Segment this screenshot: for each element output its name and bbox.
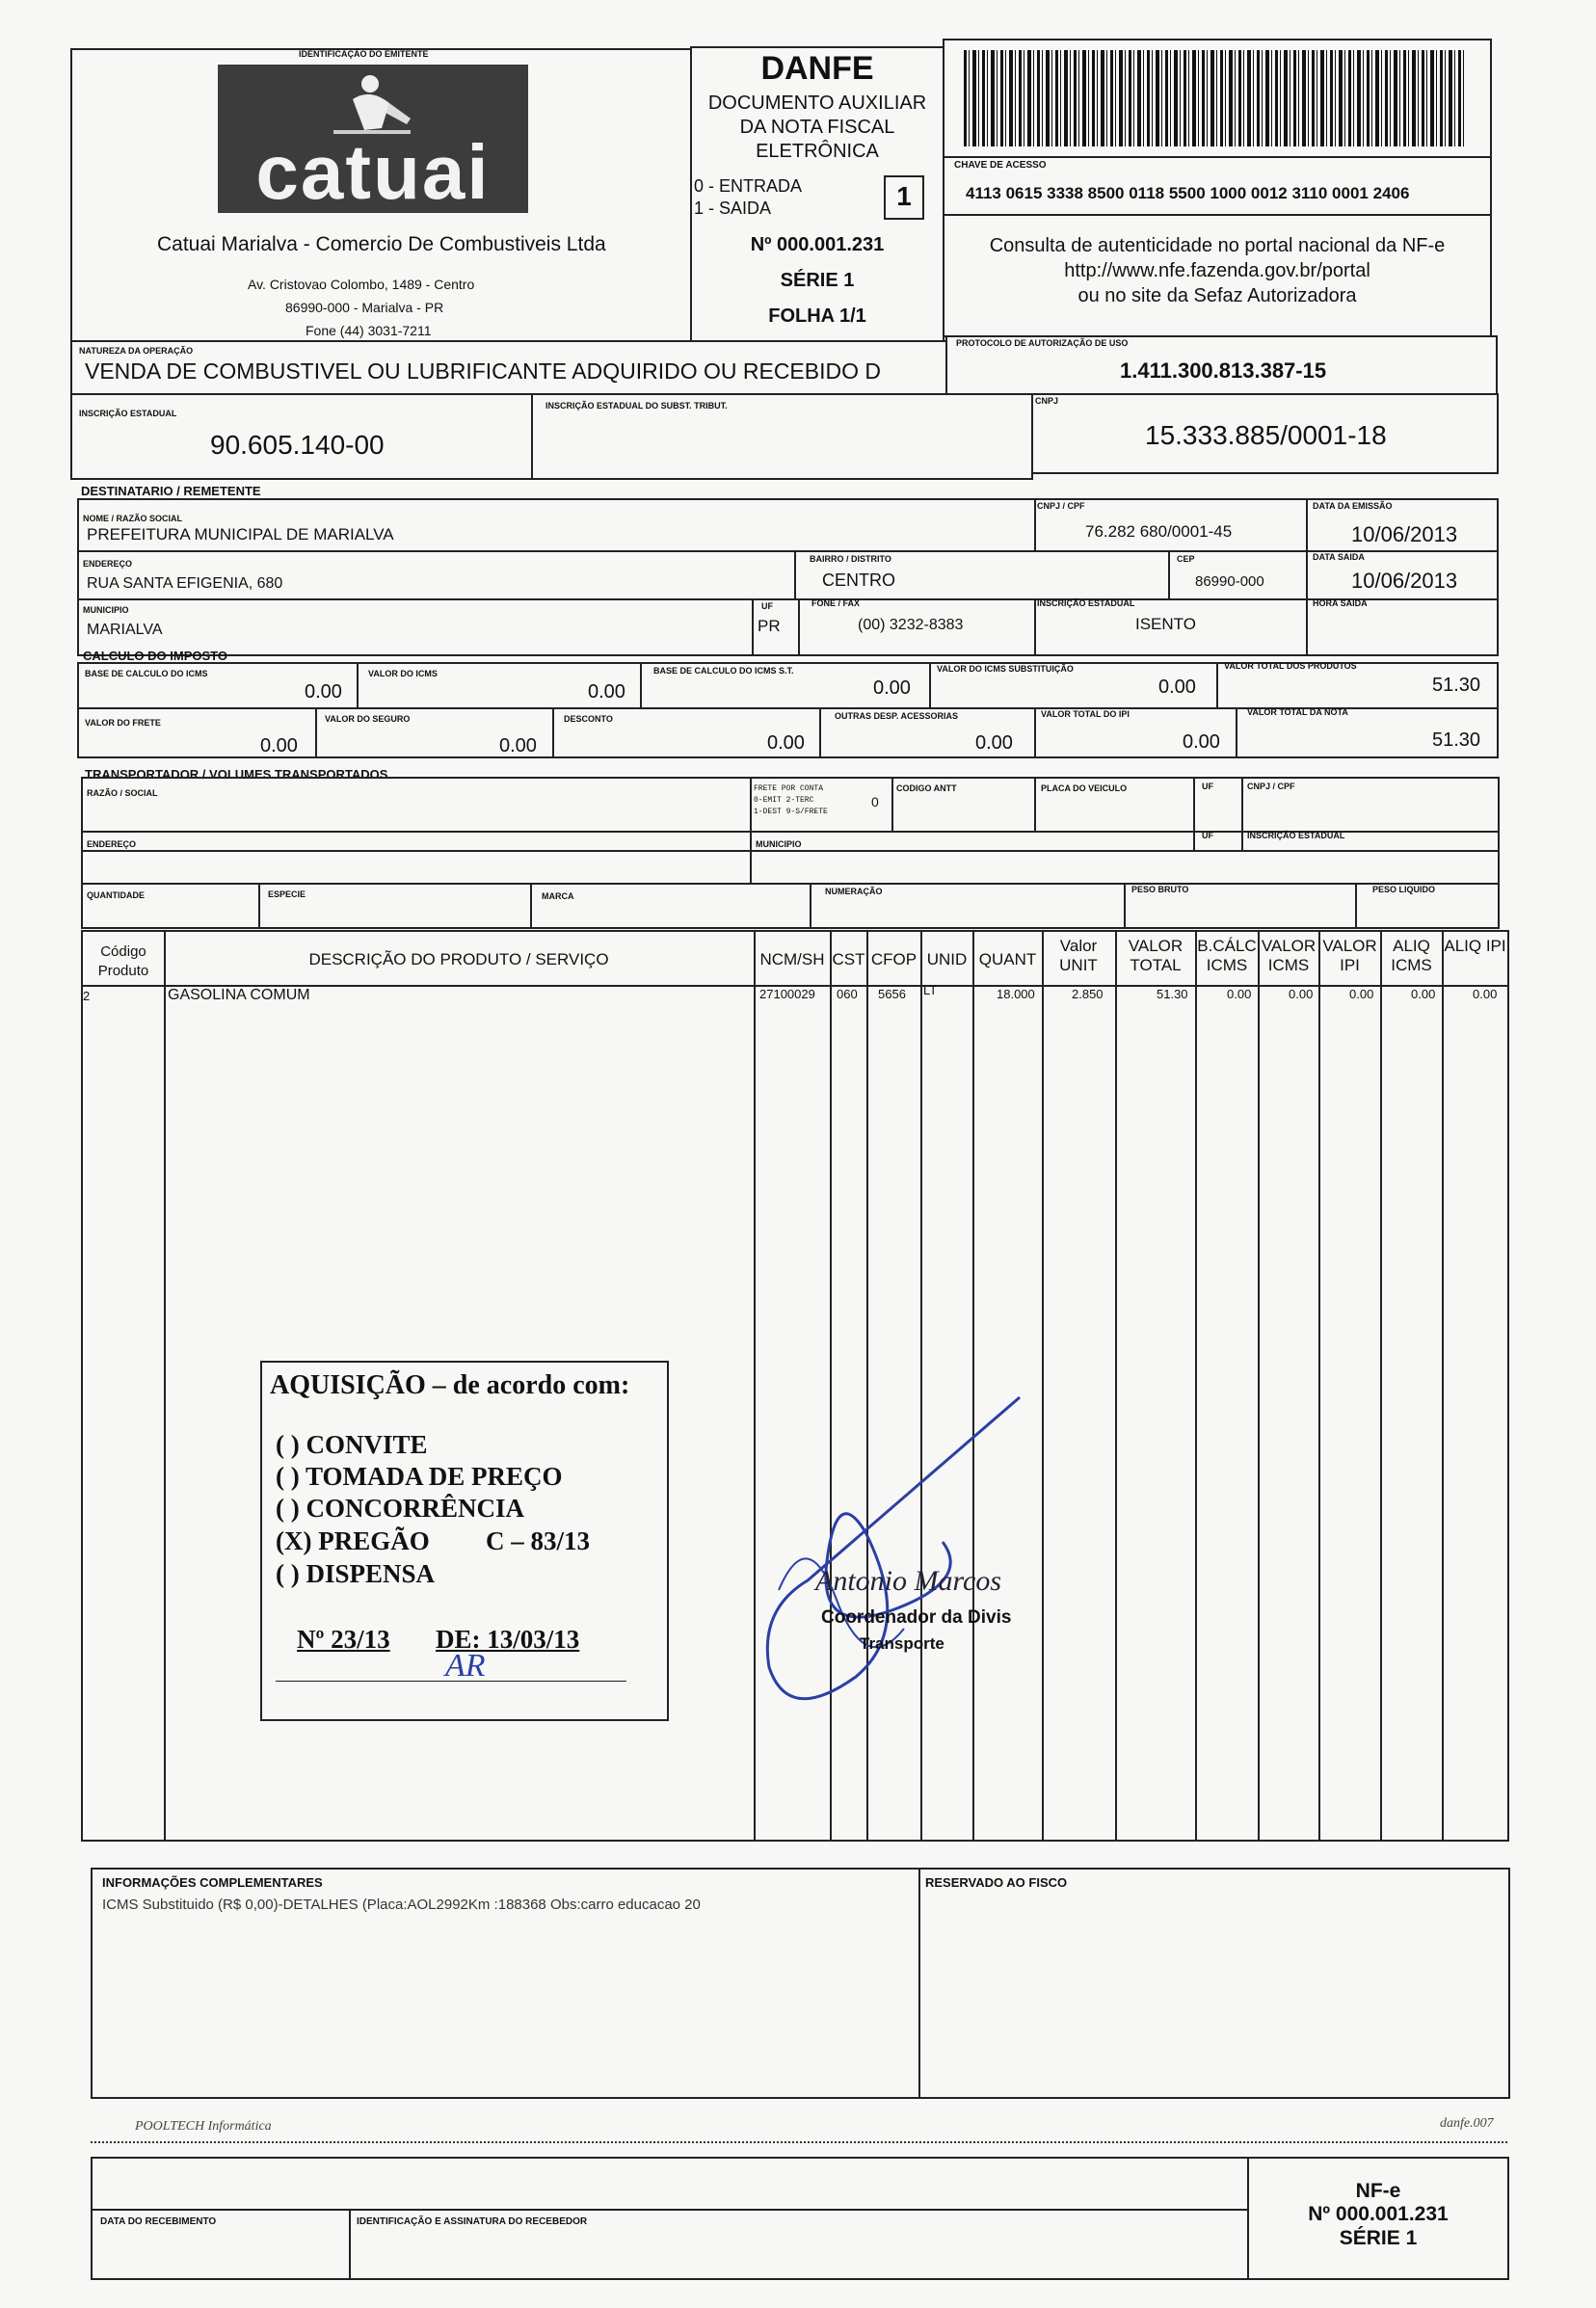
desconto-label: DESCONTO	[564, 714, 613, 724]
total: 51.30	[1432, 730, 1481, 751]
dest-data-emissao-label: DATA DA EMISSÃO	[1313, 501, 1393, 511]
emitente-address: Av. Cristovao Colombo, 1489 - Centro	[248, 277, 475, 292]
emitente-section-label: IDENTIFICAÇÃO DO EMITENTE	[299, 49, 429, 59]
dest-nome-label: NOME / RAZÃO SOCIAL	[83, 514, 182, 523]
signature-dept: Transporte	[860, 1634, 944, 1653]
transp-ie-label: INSCRIÇÃO ESTADUAL	[1247, 831, 1345, 840]
danfe-subtitle-3: ELETRÔNICA	[756, 141, 879, 162]
canhoto-nfe: NF-e	[1355, 2180, 1401, 2202]
th-bcicms: B.CÁLC ICMS	[1197, 937, 1257, 974]
emitente-cep-city: 86990-000 - Marialva - PR	[285, 300, 444, 315]
dest-endereco-label: ENDEREÇO	[83, 559, 133, 569]
frete-conta-line3: 1-DEST 9-S/FRETE	[754, 808, 828, 816]
dest-fone: (00) 3232-8383	[858, 617, 964, 633]
item-aliqicms: 0.00	[1411, 987, 1436, 1001]
danfe-subtitle-2: DA NOTA FISCAL	[739, 117, 895, 138]
footer-software: POOLTECH Informática	[135, 2119, 272, 2134]
ie-st-label: INSCRIÇÃO ESTADUAL DO SUBST. TRIBUT.	[545, 401, 728, 411]
numeracao-label: NUMERAÇÃO	[825, 887, 883, 896]
stamp-numero: Nº 23/13	[297, 1625, 390, 1654]
danfe-folha: FOLHA 1/1	[768, 305, 866, 327]
dest-cep: 86990-000	[1195, 573, 1264, 590]
dest-cnpj-label: CNPJ / CPF	[1037, 501, 1085, 511]
dest-data-saida-label: DATA SAIDA	[1313, 552, 1365, 562]
dest-bairro-label: BAIRRO / DISTRITO	[810, 554, 891, 564]
dest-data-saida: 10/06/2013	[1351, 569, 1458, 593]
stamp-initials: AR	[445, 1648, 486, 1684]
worker-logo-icon	[314, 70, 430, 138]
protocolo-value: 1.411.300.813.387-15	[1120, 358, 1327, 383]
item-vipi: 0.00	[1349, 987, 1374, 1001]
company-logo	[218, 65, 528, 213]
dest-fone-label: FONE / FAX	[811, 598, 861, 608]
item-ncm: 27100029	[759, 987, 815, 1001]
consulta-line-2[interactable]: http://www.nfe.fazenda.gov.br/portal	[1064, 260, 1370, 281]
total-label: VALOR TOTAL DA NOTA	[1247, 707, 1348, 717]
emitente-name: Catuai Marialva - Comercio De Combustiveis Ltda	[157, 233, 606, 255]
antt-label: CODIGO ANTT	[896, 783, 957, 793]
assinatura-label: IDENTIFICAÇÃO E ASSINATURA DO RECEBEDOR	[357, 2216, 588, 2227]
especie-label: ESPECIE	[268, 889, 306, 899]
v-st: 0.00	[1158, 676, 1196, 698]
stamp-convite: ( ) CONVITE	[276, 1430, 428, 1459]
dest-cep-label: CEP	[1177, 554, 1195, 564]
transp-uf2-label: UF	[1202, 831, 1213, 840]
frete: 0.00	[260, 735, 298, 756]
seguro: 0.00	[499, 735, 537, 756]
ie-value: 90.605.140-00	[210, 430, 385, 460]
item-cst: 060	[837, 987, 858, 1001]
danfe-subtitle-1: DOCUMENTO AUXILIAR	[707, 93, 927, 114]
transp-uf-label: UF	[1202, 782, 1213, 791]
outras-label: OUTRAS DESP. ACESSORIAS	[835, 711, 959, 721]
th-vtotal: VALOR TOTAL	[1128, 937, 1184, 974]
ipi-label: VALOR TOTAL DO IPI	[1041, 709, 1130, 719]
danfe-serie: SÉRIE 1	[780, 270, 855, 291]
consulta-line-3: ou no site da Sefaz Autorizadora	[1077, 285, 1357, 306]
th-ncm: NCM/SH	[759, 950, 825, 968]
v-st-label: VALOR DO ICMS SUBSTITUIÇÃO	[937, 664, 1074, 674]
stamp-pregao-ref: C – 83/13	[486, 1526, 590, 1555]
canhoto-serie: SÉRIE 1	[1339, 2227, 1418, 2249]
barcode	[964, 50, 1465, 146]
item-unid: LT	[923, 983, 938, 997]
dest-ie: ISENTO	[1135, 615, 1196, 633]
fisco-box	[918, 1868, 1510, 2099]
th-codigo: Código Produto	[97, 943, 149, 979]
consulta-line-1: Consulta de autenticidade no portal nacional da NF-e	[989, 235, 1446, 256]
stamp-concorrencia: ( ) CONCORRÊNCIA	[276, 1494, 524, 1523]
item-descricao: GASOLINA COMUM	[168, 987, 310, 1003]
item-vtotal: 51.30	[1157, 987, 1188, 1001]
stamp-pregao: (X) PREGÃO	[276, 1526, 430, 1555]
emitente-phone: Fone (44) 3031-7211	[306, 323, 432, 338]
th-vipi: VALOR IPI	[1322, 937, 1377, 974]
razao-label: RAZÃO / SOCIAL	[87, 788, 158, 798]
th-unid: UNID	[926, 950, 968, 968]
protocolo-label: PROTOCOLO DE AUTORIZAÇÃO DE USO	[956, 338, 1129, 348]
chave-label: CHAVE DE ACESSO	[954, 160, 1047, 171]
ipi: 0.00	[1183, 731, 1220, 753]
item-bcicms: 0.00	[1227, 987, 1252, 1001]
stamp-data: DE: 13/03/13	[436, 1625, 580, 1654]
imposto-section: CALCULO DO IMPOSTO	[83, 649, 227, 663]
th-cst: CST	[832, 950, 865, 968]
th-aliqipi: ALIQ IPI	[1444, 937, 1506, 955]
frete-label: VALOR DO FRETE	[85, 718, 161, 728]
dest-bairro: CENTRO	[822, 570, 895, 590]
frete-conta-line2: 0-EMIT 2-TERC	[754, 796, 814, 805]
seguro-label: VALOR DO SEGURO	[325, 714, 411, 724]
item-aliqipi: 0.00	[1473, 987, 1498, 1001]
desconto: 0.00	[767, 732, 805, 754]
dest-data-emissao: 10/06/2013	[1351, 522, 1458, 546]
dest-uf-label: UF	[761, 601, 773, 611]
complementares-label: INFORMAÇÕES COMPLEMENTARES	[102, 1875, 323, 1890]
danfe-entrada: 0 - ENTRADA	[694, 176, 803, 196]
item-vicms: 0.00	[1289, 987, 1314, 1001]
dest-hora-saida-label: HORA SAIDA	[1313, 598, 1368, 608]
dest-uf: PR	[758, 617, 781, 635]
fisco-label: RESERVADO AO FISCO	[925, 1875, 1068, 1890]
item-quant: 18.000	[997, 987, 1035, 1001]
item-cfop: 5656	[878, 987, 906, 1001]
th-vicms: VALOR ICMS	[1261, 937, 1317, 974]
transp-endereco-label: ENDEREÇO	[87, 839, 137, 849]
v-prod-label: VALOR TOTAL DOS PRODUTOS	[1224, 661, 1357, 671]
frete-conta-value: 0	[871, 794, 879, 809]
signature-name: Antonio Marcos	[815, 1565, 1002, 1597]
stamp-dispensa: ( ) DISPENSA	[276, 1559, 436, 1588]
qtd-label: QUANTIDADE	[87, 890, 145, 900]
bc-icms-label: BASE DE CALCULO DO ICMS	[85, 669, 208, 678]
bc-st-label: BASE DE CALCULO DO ICMS S.T.	[653, 666, 794, 676]
th-cfop: CFOP	[870, 950, 918, 968]
danfe-title: DANFE	[760, 50, 874, 87]
dest-municipio: MARIALVA	[87, 622, 163, 638]
dest-municipio-label: MUNICIPIO	[83, 605, 129, 615]
danfe-tipo: 1	[896, 181, 912, 211]
destinatario-box	[77, 498, 1499, 656]
item-vunit: 2.850	[1072, 987, 1104, 1001]
v-prod: 51.30	[1432, 675, 1481, 696]
destinatario-section: DESTINATARIO / REMETENTE	[81, 484, 261, 498]
peso-liquido-label: PESO LIQUIDO	[1372, 885, 1436, 894]
cnpj-label: CNPJ	[1035, 396, 1059, 406]
th-quant: QUANT	[978, 950, 1037, 968]
marca-label: MARCA	[542, 891, 574, 901]
natureza-value: VENDA DE COMBUSTIVEL OU LUBRIFICANTE ADQUIRIDO OU RECEBIDO D	[85, 358, 882, 384]
footer-code: danfe.007	[1440, 2116, 1494, 2131]
danfe-saida: 1 - SAIDA	[694, 199, 772, 218]
dest-endereco: RUA SANTA EFIGENIA, 680	[87, 575, 283, 592]
natureza-label: NATUREZA DA OPERAÇÃO	[79, 346, 194, 356]
complementares-text: ICMS Substituido (R$ 0,00)-DETALHES (Placa:AOL2992Km :188368 Obs:carro educacao 20	[102, 1897, 701, 1913]
canhoto-numero: Nº 000.001.231	[1308, 2203, 1449, 2225]
recebimento-label: DATA DO RECEBIMENTO	[100, 2216, 217, 2227]
outras: 0.00	[975, 732, 1013, 754]
logo-text: catuai	[255, 129, 491, 215]
danfe-numero: Nº 000.001.231	[750, 234, 885, 255]
frete-conta-line1: FRETE POR CONTA	[754, 784, 824, 793]
peso-bruto-label: PESO BRUTO	[1131, 885, 1189, 894]
transportador-section: TRANSPORTADOR / VOLUMES TRANSPORTADOS	[85, 767, 388, 782]
transp-municipio-label: MUNICIPIO	[756, 839, 802, 849]
signature-scribble	[750, 1388, 1039, 1735]
bc-st: 0.00	[873, 677, 911, 699]
item-codigo: 2	[83, 989, 91, 1003]
aquisicao-stamp	[260, 1361, 669, 1721]
transp-cnpj-label: CNPJ / CPF	[1247, 782, 1295, 791]
th-vunit: Valor UNIT	[1059, 937, 1098, 974]
v-icms: 0.00	[588, 681, 625, 703]
th-descricao: DESCRIÇÃO DO PRODUTO / SERVIÇO	[308, 950, 609, 968]
ie-label: INSCRIÇÃO ESTADUAL	[79, 409, 177, 418]
dest-cnpj: 76.282 680/0001-45	[1085, 522, 1233, 541]
stamp-tomada: ( ) TOMADA DE PREÇO	[276, 1462, 563, 1491]
chave-value: 4113 0615 3338 8500 0118 5500 1000 0012 3110 0001 2406	[966, 184, 1410, 202]
dest-ie-label: INSCRIÇÃO ESTADUAL	[1037, 598, 1135, 608]
v-icms-label: VALOR DO ICMS	[368, 669, 438, 678]
cnpj-value: 15.333.885/0001-18	[1145, 420, 1387, 450]
placa-label: PLACA DO VEICULO	[1041, 783, 1128, 793]
bc-icms: 0.00	[305, 681, 342, 703]
signature-role: Coordenador da Divis	[821, 1607, 1012, 1628]
stamp-title: AQUISIÇÃO – de acordo com:	[270, 1370, 630, 1400]
dest-nome: PREFEITURA MUNICIPAL DE MARIALVA	[87, 525, 394, 544]
th-aliqicms: ALIQ ICMS	[1391, 937, 1432, 974]
